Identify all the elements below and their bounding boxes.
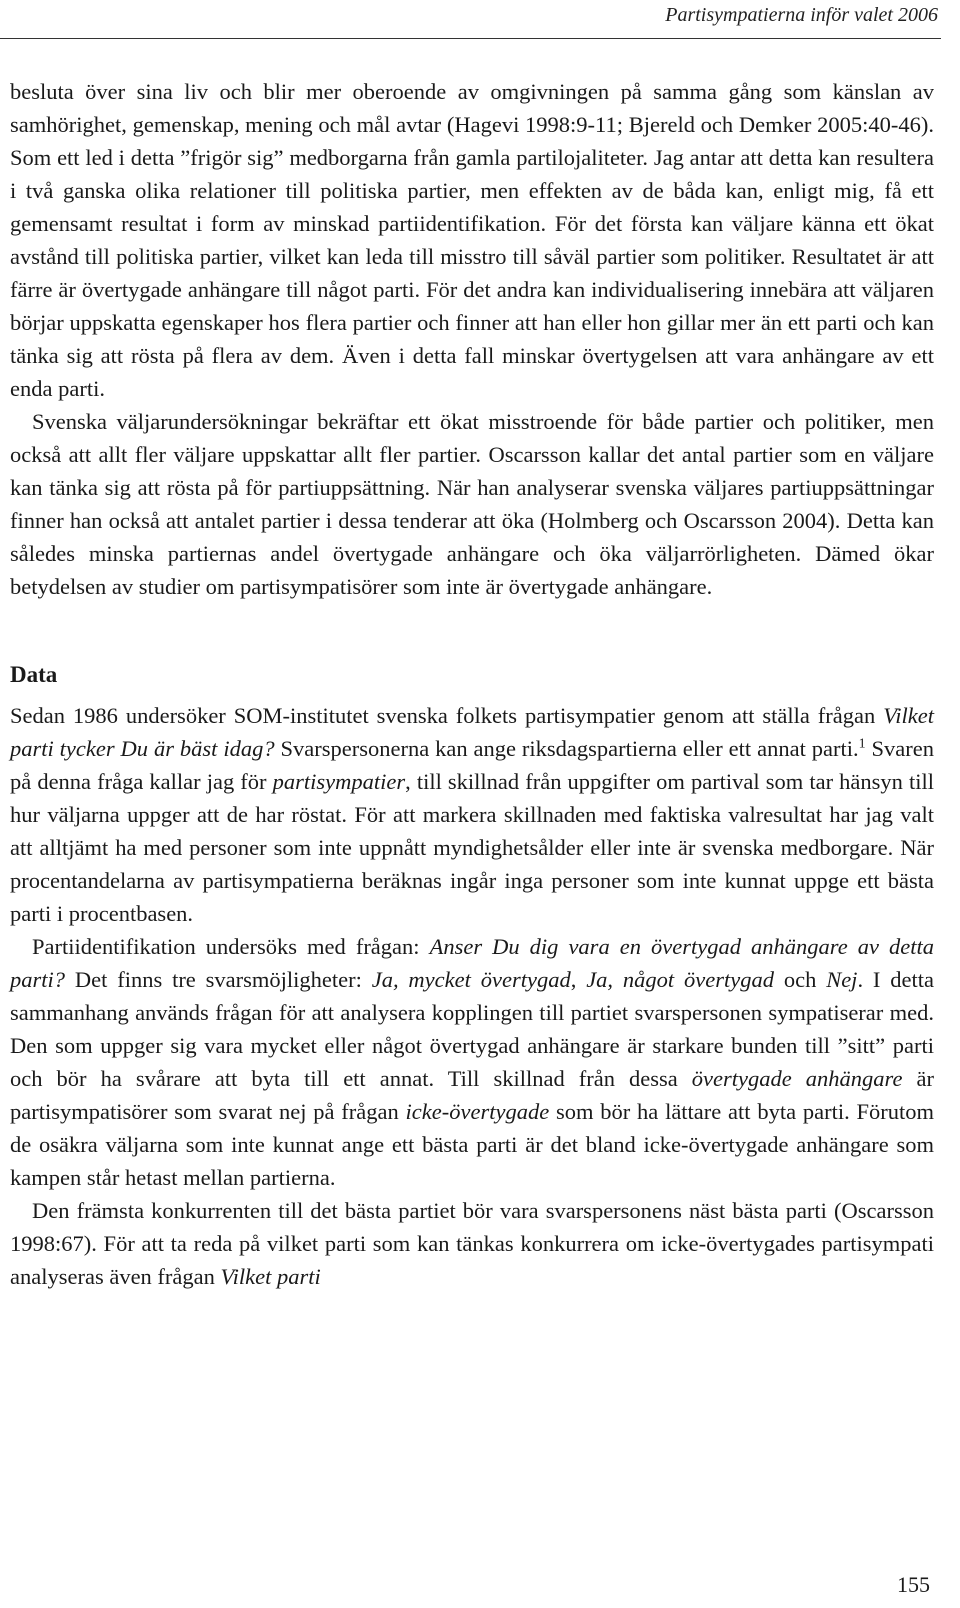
italic-term: Nej <box>826 967 858 992</box>
section-heading: Data <box>10 662 58 687</box>
page-number: 155 <box>897 1572 930 1597</box>
header-rule <box>0 38 941 39</box>
text-run: är partisympatisörer som svarat nej på frågan <box>10 1066 934 1124</box>
page-body <box>10 75 934 1293</box>
paragraph: besluta över sina liv och blir mer oberoende av omgivningen på samma gång som känslan av samhörighet, gemenskap, mening och mål avtar (Hagevi 1998:9-11; Bjereld och Demker 2005:40-46). Som ett led i detta ”frigör sig” medborgarna från gamla partilojaliteter. Jag antar att detta kan resultera i två ganska olika relationer till politiska partier, men effekten av de båda kan, enligt mig, få ett gemensamt resultat i form av minskad partiidentifikation. För det första kan väljare känna ett ökat avstånd till politiska partier, vilket kan leda till misstro till såväl partier som politiker. Resultatet är att färre är övertygade anhängare till något parti. För det andra kan individualisering innebära att väljaren börjar uppskatta egenskaper hos flera partier och finner att han eller hon gillar mer än ett parti och kan tänka sig att rösta på flera av dem. Även i detta fall minskar övertygelsen att vara anhängare av ett enda parti. <box>10 79 934 401</box>
italic-question: Vilket parti <box>220 1264 321 1289</box>
paragraph <box>10 930 934 1194</box>
running-head: Partisympatierna inför valet 2006 <box>665 4 938 26</box>
text-run: som bör ha lättare att byta parti. Förutom de osäkra väljarna som inte kunnat ange ett bästa parti är det bland icke-övertygade anhängare som kampen står hetast mellan partierna. <box>10 1099 934 1190</box>
text-run: Partiidentifikation undersöks med frågan: <box>32 934 430 959</box>
italic-term: övertygade anhängare <box>691 1066 903 1091</box>
text-run: Svarspersonerna kan ange riksdagspartierna eller ett annat parti. <box>274 736 859 761</box>
text-run: Sedan 1986 undersöker SOM-institutet svenska folkets partisympatier genom att ställa frågan <box>10 703 884 728</box>
text-run: Den främsta konkurrenten till det bästa partiet bör vara svarspersonens näst bästa parti (Oscarsson 1998:67). För att ta reda på vilket parti som kan tänkas konkurrera om icke-övertygades partisympati analyseras även frågan <box>10 1198 934 1289</box>
paragraph <box>10 699 934 930</box>
text-run: . I detta sammanhang används frågan för att analysera kopplingen till partiet svarspersonen sympatiserar med. Den som uppger sig vara mycket eller något övertygad anhängare är starkare bunden till ”sitt” parti och bör ha svårare att byta till ett annat. Till skillnad från dessa <box>10 967 934 1091</box>
italic-term: partisympatier <box>272 769 406 794</box>
text-run: och <box>773 967 827 992</box>
italic-term: Ja, något övertygad <box>586 967 774 992</box>
italic-question: Vilket parti tycker Du är bäst idag? <box>10 703 934 761</box>
text-run: Det finns tre svarsmöjligheter: <box>65 967 372 992</box>
paragraph <box>10 1194 934 1293</box>
italic-term: Ja, mycket övertygad <box>371 967 571 992</box>
text-run: Svaren på denna fråga kallar jag för <box>10 736 935 794</box>
paragraph: Svenska väljarundersökningar bekräftar ett ökat misstroende för både partier och politiker, men också att allt fler väljare uppskattar allt fler partier. Oscarsson kallar det antal partier som en väljare kan tänka sig att rösta på för partiuppsättning. När han analyserar svenska väljares partiuppsättningar finner han också att antalet partier i dessa tenderar att öka (Holmberg och Oscarsson 2004). Detta kan således minska partiernas andel övertygade anhängare och öka väljarrörligheten. Dämed ökar betydelsen av studier om partisympatisörer som inte är övertygade anhängare. <box>10 409 934 599</box>
footnote-ref: 1 <box>858 736 866 752</box>
italic-question: Anser Du dig vara en övertygad anhängare av detta parti? <box>10 934 934 992</box>
text-run: , till skillnad från uppgifter om partival som tar hänsyn till hur väljarna uppger att de har röstat. För att markera skillnaden med faktiska valresultat har jag valt att alltjämt ha med personer som inte uppnått myndighetsålder eller inte är svenska medborgare. När procentandelarna av partisympatierna beräknas ingår inga personer som inte kunnat uppge ett bästa parti i procentbasen. <box>10 769 934 926</box>
italic-term: icke-övertygade <box>405 1099 550 1124</box>
text-run: , <box>570 967 587 992</box>
